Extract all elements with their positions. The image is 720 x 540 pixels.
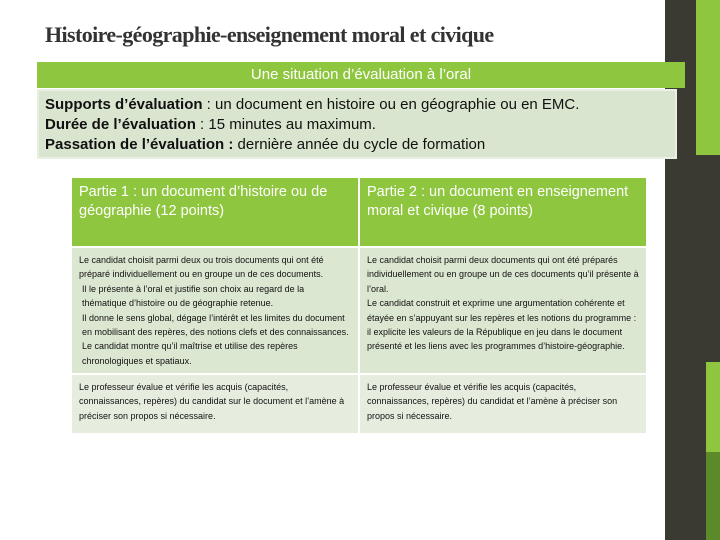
duree-line xyxy=(45,115,669,135)
table-cell-partie-1-description xyxy=(72,248,360,375)
info-box xyxy=(37,89,677,159)
partie-2-paragraph-2: Le candidat construit et exprime une argumentation cohérente et étayée en s’appuyant sur les repères et les notions du programme : il explicite les valeurs de la République en jeu dans le document présenté et les liens avec les programmes d’histoire-géographie. xyxy=(367,298,637,352)
passation-line xyxy=(45,135,669,155)
page-title: Histoire-géographie-enseignement moral et civique xyxy=(45,22,494,47)
partie-1-paragraph-2: Il le présente à l’oral et justifie son choix au regard de la thématique d’histoire ou de géographie retenue. xyxy=(82,283,305,309)
supports-label: Supports d’évaluation xyxy=(45,96,203,113)
duree-value: : 15 minutes au maximum. xyxy=(195,116,376,133)
passation-label: Passation de l’évaluation : xyxy=(45,136,234,153)
table-header-partie-1: Partie 1 : un document d’histoire ou de géographie (12 points) xyxy=(72,178,360,248)
supports-line xyxy=(45,95,669,115)
table-cell-partie-2-description xyxy=(360,248,648,375)
partie-2-paragraph-1: Le candidat choisit parmi deux documents qui ont été préparés individuellement ou en groupe un de ces documents qu’il présente à l’oral. xyxy=(367,255,639,294)
supports-value: : un document en histoire ou en géographie ou en EMC. xyxy=(202,96,580,113)
partie-1-paragraph-1: Le candidat choisit parmi deux ou trois documents qui ont été préparé individuellement ou en groupe un de ces documents. xyxy=(79,255,324,280)
table-header-partie-2: Partie 2 : un document en enseignement moral et civique (8 points) xyxy=(360,178,648,248)
table-cell-partie-2-professeur: Le professeur évalue et vérifie les acquis (capacités, connaissances, repères) du candidat et l’amène à préciser son propos si nécessaire. xyxy=(360,375,648,435)
decorative-green-strip-3 xyxy=(706,452,720,540)
evaluation-table xyxy=(72,178,648,435)
table-cell-partie-1-professeur: Le professeur évalue et vérifie les acquis (capacités, connaissances, repères) du candidat sur le document et l’amène à préciser son propos si nécessaire. xyxy=(72,375,360,435)
duree-label: Durée de l’évaluation xyxy=(45,116,196,133)
decorative-green-strip xyxy=(696,0,720,155)
decorative-green-strip-2 xyxy=(706,362,720,452)
section-banner: Une situation d’évaluation à l’oral xyxy=(37,62,685,88)
partie-1-paragraph-3: Il donne le sens global, dégage l’intérêt et les limites du document en mobilisant des repères, des notions clefs et des connaissances. Le candidat montre qu’il maîtrise et utilise des repères chronologiques et spatiaux. xyxy=(82,312,349,366)
passation-value: dernière année du cycle de formation xyxy=(233,136,486,153)
